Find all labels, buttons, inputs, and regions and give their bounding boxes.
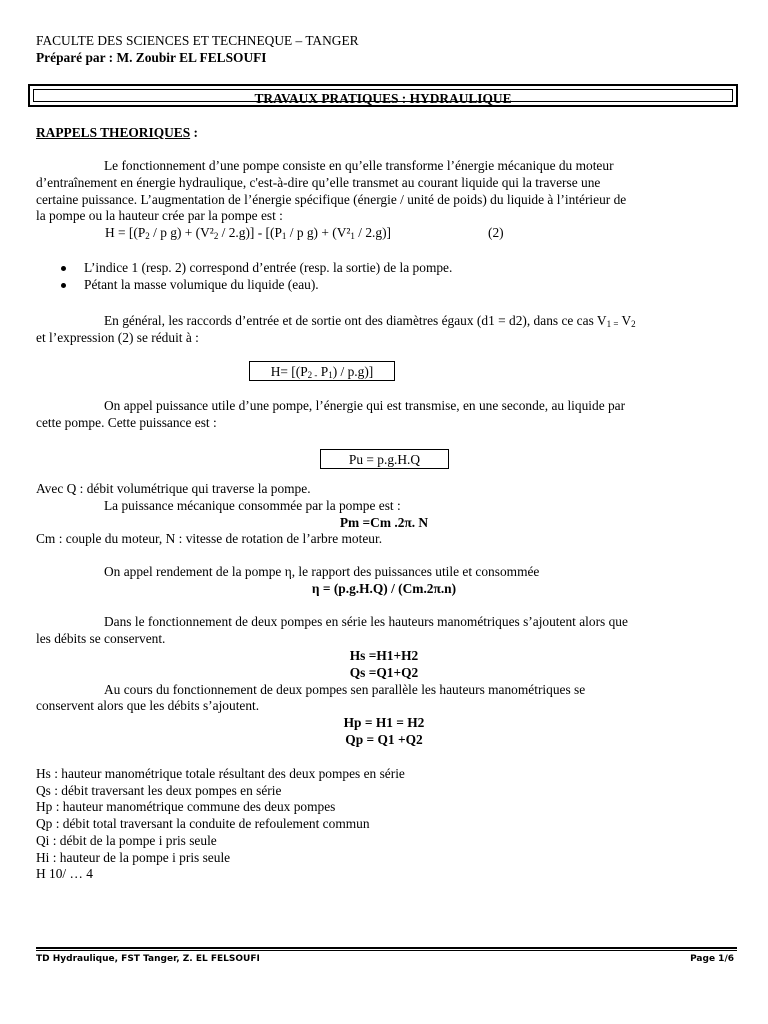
qs-formula: Qs =Q1+Q2 bbox=[349, 665, 419, 680]
cm-definition: Cm : couple du moteur, N : vitesse de rotation de l’arbre moteur. bbox=[36, 531, 383, 546]
definition-line: Hp : hauteur manométrique commune des deux pompes bbox=[36, 799, 336, 814]
para2-line1-text: En général, les raccords d’entrée et de sortie ont des diamètres égaux (d1 = d2), dans ce cas V bbox=[104, 313, 607, 328]
section-heading-text: RAPPELS THEORIQUES bbox=[36, 125, 191, 140]
hs-formula: Hs =H1+H2 bbox=[349, 648, 419, 663]
footer-page-number: Page 1/6 bbox=[690, 954, 734, 964]
para2-line2: et l’expression (2) se réduit à : bbox=[36, 330, 199, 345]
title-box bbox=[28, 84, 738, 107]
para1-line2: d’entraînement en énergie hydraulique, c'est-à-dire qu’elle transmet au courant liquide qui la traverse une bbox=[36, 175, 601, 190]
parallele-line2: conservent alors que les débits s’ajoutent. bbox=[36, 698, 260, 713]
definition-line: Hi : hauteur de la pompe i pris seule bbox=[36, 850, 231, 865]
para3-line2: cette pompe. Cette puissance est : bbox=[36, 415, 217, 430]
section-heading bbox=[36, 125, 198, 141]
hp-formula: Hp = H1 = H2 bbox=[343, 715, 425, 730]
avec-q: Avec Q : débit volumétrique qui traverse la pompe. bbox=[36, 481, 311, 496]
pu-formula: Pu = p.g.H.Q bbox=[320, 449, 449, 469]
eta-formula: η = (p.g.H.Q) / (Cm.2π.n) bbox=[311, 581, 457, 596]
footer-rule bbox=[36, 950, 737, 951]
pm-formula: Pm =Cm .2π. N bbox=[339, 515, 429, 530]
footer-left: TD Hydraulique, FST Tanger, Z. EL FELSOUFI bbox=[36, 954, 260, 964]
definition-line: Qs : débit traversant les deux pompes en série bbox=[36, 783, 282, 798]
serie-line1: Dans le fonctionnement de deux pompes en série les hauteurs manométriques s’ajoutent alors que bbox=[104, 614, 628, 629]
section-heading-colon: : bbox=[190, 125, 198, 140]
prepared-by: Préparé par : M. Zoubir EL FELSOUFI bbox=[36, 50, 267, 65]
definition-line: Qi : débit de la pompe i pris seule bbox=[36, 833, 217, 848]
para1-line3: certaine puissance. L’augmentation de l’énergie spécifique (énergie / unité de poids) du liquide à l’intérieur de bbox=[36, 192, 627, 207]
faculty-header: FACULTE DES SCIENCES ET TECHNEQUE – TANGER bbox=[36, 33, 359, 48]
puissance-mecanique: La puissance mécanique consommée par la pompe est : bbox=[104, 498, 401, 513]
definition-line: Hs : hauteur manométrique totale résultant des deux pompes en série bbox=[36, 766, 405, 781]
bullet-icon bbox=[61, 283, 66, 288]
rendement-text: On appel rendement de la pompe η, le rapport des puissances utile et consommée bbox=[104, 564, 540, 579]
qp-formula: Qp = Q1 +Q2 bbox=[345, 732, 423, 747]
equation-number: (2) bbox=[488, 225, 504, 240]
equation-h: $H = [(P_2 / p$ $g) + (V^2_2 / 2.g)] - [(P_1 / p$ $g) + (V^2_1 / 2.g)$] bbox=[105, 225, 391, 241]
bullet-item-1: L’indice 1 (resp. 2) correspond d’entrée (resp. la sortie) de la pompe. bbox=[84, 260, 453, 275]
definition-line: Qp : débit total traversant la conduite de refoulement commun bbox=[36, 816, 370, 831]
para1-line4: la pompe ou la hauteur crée par la pompe est : bbox=[36, 208, 283, 223]
para1-line1: Le fonctionnement d’une pompe consiste en qu’elle transforme l’énergie mécanique du moteur bbox=[104, 158, 614, 173]
para3-line1: On appel puissance utile d’une pompe, l’énergie qui est transmise, en une seconde, au liquide par bbox=[104, 398, 626, 413]
parallele-line1: Au cours du fonctionnement de deux pompes sen parallèle les hauteurs manométriques se bbox=[104, 682, 586, 697]
bullet-item-2: Pétant la masse volumique du liquide (eau). bbox=[84, 277, 319, 292]
page-title: TRAVAUX PRATIQUES : HYDRAULIQUE bbox=[254, 91, 512, 106]
definition-line: H 10/ … 4 bbox=[36, 866, 93, 881]
bullet-icon bbox=[61, 266, 66, 271]
para2-line1: En général, les raccords d’entrée et de sortie ont des diamètres égaux (d1 = d2), dans ce cas $V_{1 =}$ $V_2$ bbox=[104, 313, 636, 329]
h-reduced-formula: $H= [(P_{2 -}$ $P_1) / p.g$)] bbox=[249, 361, 395, 381]
serie-line2: les débits se conservent. bbox=[36, 631, 166, 646]
footer-rule bbox=[36, 947, 737, 949]
